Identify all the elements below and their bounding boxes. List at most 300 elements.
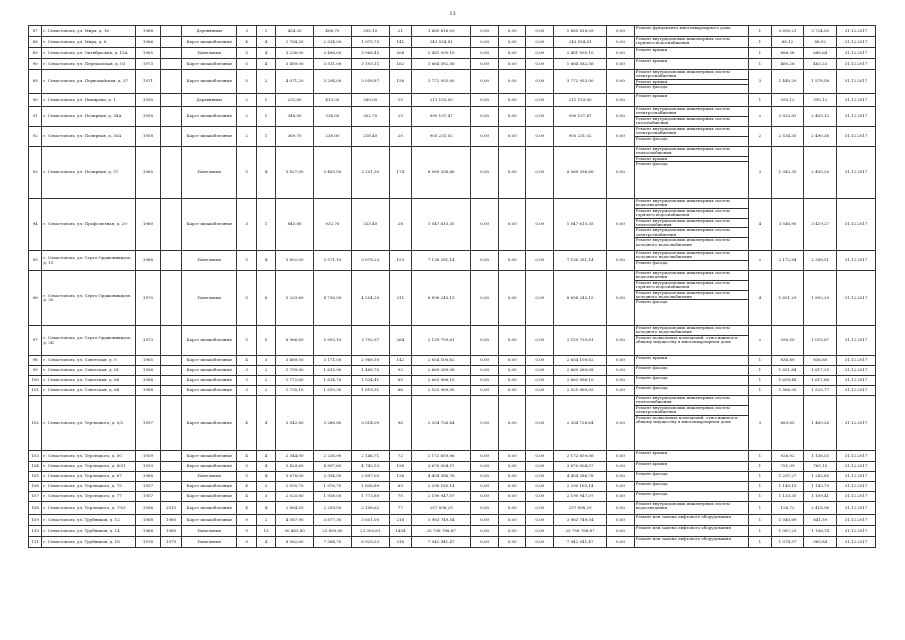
total-cost-cell: 2 290 165,14 [412, 482, 471, 492]
work-type-item: Ремонт внутридомовых инженерных систем холодного водоснабжения [635, 291, 748, 301]
work-types-cell [634, 127, 748, 147]
address-cell: г. Севастополь, ул. Терлецкого, д. 5/2 [42, 396, 136, 451]
work-types-cell [634, 472, 748, 482]
wall-material-cell: Карст шлакоблочные [182, 37, 237, 48]
cost-owners-cell: 2 204 726,64 [554, 396, 607, 451]
max-unit-cost-cell: 2 409,12 [804, 107, 837, 127]
build-year-cell: 1973 [136, 59, 161, 70]
floors-cell: 3 [237, 26, 256, 37]
table-row [29, 251, 876, 271]
total-area-cell: 2 764,30 [276, 37, 314, 48]
reconstruction-year-cell [160, 26, 181, 37]
work-type-item: Ремонт или замена лифтового оборудования [635, 536, 731, 541]
table-row [29, 515, 876, 526]
unit-cost-cell: 1 658,48 [771, 376, 804, 386]
residential-area-cell: 3 294,00 [314, 70, 352, 94]
floors-cell: 2 [237, 94, 256, 107]
max-unit-cost-cell: 2 490,20 [804, 147, 837, 199]
total-cost-cell: 4 404 386,78 [412, 472, 471, 482]
cost-federal-cell: 0,00 [471, 107, 499, 127]
cost-regional-cell: 0,00 [498, 48, 526, 59]
total-cost-cell: 2 663 966,10 [412, 376, 471, 386]
residents-cell: 142 [389, 356, 411, 366]
unit-cost-cell: 1 145,15 [771, 482, 804, 492]
cost-other-cell: 0,00 [607, 107, 635, 127]
wall-material-cell: Карст шлакоблочные [182, 492, 237, 502]
entrances-cell: 2 [256, 70, 275, 94]
entrances-cell: 4 [256, 59, 275, 70]
total-cost-cell: 2 172 659,06 [412, 451, 471, 462]
address-cell: г. Севастополь, ул. Профсоюзная, д. 29 [42, 199, 136, 251]
completion-date-cell: 31.12.2017 [837, 48, 876, 59]
cost-other-cell: 0,00 [607, 199, 635, 251]
total-area-cell: 2 864,50 [276, 502, 314, 515]
work-count-cell: 2 [749, 251, 771, 271]
total-area-cell: 5 203,60 [276, 271, 314, 326]
residential-area-cell: 3 286,80 [314, 396, 352, 451]
reconstruction-year-cell [160, 59, 181, 70]
unit-cost-cell: 395,12 [771, 94, 804, 107]
wall-material-cell: Панельные [182, 526, 237, 537]
work-type-item: Ремонт внутридомовых инженерных систем газоснабжения [635, 115, 730, 126]
residential-area-cell: 932,70 [314, 199, 352, 251]
residential-area-cell: 1 938,00 [314, 492, 352, 502]
completion-date-cell: 31.12.2017 [837, 492, 876, 502]
build-year-cell: 1956 [136, 502, 161, 515]
max-unit-cost-cell: 1 469,26 [804, 396, 837, 451]
unit-cost-cell: 1 586,93 [771, 386, 804, 396]
owned-area-cell: 4 254,20 [351, 271, 389, 326]
owned-area-cell: 2 158,62 [351, 502, 389, 515]
completion-date-cell: 31.12.2017 [837, 127, 876, 147]
max-unit-cost-cell: 88,02 [804, 37, 837, 48]
work-type-item: Ремонт фасада [635, 161, 668, 167]
owned-area-cell: 302,70 [351, 107, 389, 127]
wall-material-cell: Деревянные [182, 94, 237, 107]
residential-area-cell: 23 893,00 [314, 526, 352, 537]
residents-cell: 162 [389, 59, 411, 70]
unit-cost-cell: 460,26 [771, 59, 804, 70]
owned-area-cell: 1 488,70 [351, 366, 389, 376]
wall-material-cell: Карст шлакоблочные [182, 70, 237, 94]
max-unit-cost-cell: 1 525,77 [804, 386, 837, 396]
total-cost-cell: 905 231,02 [412, 127, 471, 147]
work-type-item: Ремонт фасада [635, 299, 668, 305]
total-area-cell: 1 772,60 [276, 376, 314, 386]
entrances-cell: 1 [256, 199, 275, 251]
cost-owners-cell: 2 525 969,05 [554, 386, 607, 396]
table-row [29, 451, 876, 462]
wall-material-cell: Карст шлакоблочные [182, 451, 237, 462]
completion-date-cell: 31.12.2017 [837, 251, 876, 271]
work-count-cell: 1 [749, 515, 771, 526]
cost-regional-cell: 0,00 [498, 515, 526, 526]
unit-cost-cell: 686,38 [771, 48, 804, 59]
build-year-cell: 1973 [136, 326, 161, 356]
wall-material-cell: Карст шлакоблочные [182, 199, 237, 251]
total-area-cell: 2 035,70 [276, 482, 314, 492]
work-type-item: Ремонт подвальных помещений, относящихся к общему имуществу в многоквартирном доме [635, 334, 738, 345]
cost-owners-cell: 2 172 659,06 [554, 451, 607, 462]
build-year-cell: 1966 [136, 37, 161, 48]
reconstruction-year-cell: 2015 [160, 502, 181, 515]
table-row [29, 492, 876, 502]
work-type-item: Ремонт фасада [635, 84, 668, 90]
floors-cell: 5 [237, 472, 256, 482]
completion-date-cell: 31.12.2017 [837, 386, 876, 396]
table-row [29, 526, 876, 537]
build-year-cell: 1964 [136, 376, 161, 386]
floors-cell: 9 [237, 515, 256, 526]
cost-regional-cell: 0,00 [498, 396, 526, 451]
unit-cost-cell: 390,50 [771, 326, 804, 356]
residents-cell: 20 [389, 127, 411, 147]
work-type-item: Ремонт внутридомовых инженерных систем электроснабжения [635, 406, 748, 416]
cost-local-cell: 0,00 [526, 251, 554, 271]
row-number-cell: 94 [29, 199, 42, 251]
work-count-cell: 1 [749, 537, 771, 548]
table-row [29, 107, 876, 127]
residential-area-cell: 1 610,30 [314, 386, 352, 396]
max-unit-cost-cell: 2 490,38 [804, 127, 837, 147]
residential-area-cell: 1 615,90 [314, 366, 352, 376]
cost-local-cell: 0,00 [526, 326, 554, 356]
address-cell: г. Севастополь, ул. Серго Орджоникидзе, д. 15 [42, 251, 136, 271]
total-cost-cell: 211 153,00 [412, 94, 471, 107]
row-number-cell: 92 [29, 127, 42, 147]
floors-cell: 3 [237, 366, 256, 376]
work-types-cell [634, 59, 748, 70]
total-cost-cell: 7 942 941,47 [412, 537, 471, 548]
owned-area-cell: 295,10 [351, 26, 389, 37]
cost-federal-cell: 0,00 [471, 37, 499, 48]
floors-cell: 4 [237, 451, 256, 462]
build-year-cell: 1950 [136, 94, 161, 107]
reconstruction-year-cell [160, 251, 181, 271]
address-cell: г. Севастополь, ул. Мира, д. 16 [42, 26, 136, 37]
row-number-cell: 91 [29, 107, 42, 127]
cost-local-cell: 0,00 [526, 271, 554, 326]
floors-cell: 4 [237, 37, 256, 48]
reconstruction-year-cell [160, 386, 181, 396]
address-cell: г. Севастополь, ул. Советская, д. 68 [42, 386, 136, 396]
residents-cell: 216 [389, 515, 411, 526]
address-cell: г. Севастополь, ул. Перекопская, д. 03 [42, 59, 136, 70]
residential-area-cell: 3 531,00 [314, 59, 352, 70]
table-row [29, 199, 876, 251]
cost-local-cell: 0,00 [526, 502, 554, 515]
cost-regional-cell: 0,00 [498, 59, 526, 70]
residents-cell: 206 [389, 48, 411, 59]
cost-regional-cell: 0,00 [498, 94, 526, 107]
address-cell: г. Севастополь, ул. Терлецкого, д. 75 [42, 482, 136, 492]
build-year-cell: 1968 [136, 26, 161, 37]
cost-local-cell: 0,00 [526, 70, 554, 94]
cost-federal-cell: 0,00 [471, 451, 499, 462]
build-year-cell: 1957 [136, 396, 161, 451]
residents-cell: 60 [389, 376, 411, 386]
entrances-cell: 4 [256, 37, 275, 48]
row-number-cell: 89 [29, 48, 42, 59]
owned-area-cell: 3 651,00 [351, 515, 389, 526]
cost-other-cell: 0,00 [607, 147, 635, 199]
reconstruction-year-cell [160, 492, 181, 502]
total-area-cell: 1 759,90 [276, 366, 314, 376]
cost-owners-cell: 8 898 243,15 [554, 271, 607, 326]
wall-material-cell: Карст шлакоблочные [182, 502, 237, 515]
entrances-cell: 1 [256, 26, 275, 37]
total-area-cell: 6 966,60 [276, 326, 314, 356]
cost-other-cell: 0,00 [607, 59, 635, 70]
work-types-cell [634, 386, 748, 396]
cost-local-cell: 0,00 [526, 366, 554, 376]
address-cell: г. Севастополь, ул. Трубников, д. 18 [42, 537, 136, 548]
work-types-cell [634, 515, 748, 526]
table-row [29, 502, 876, 515]
work-count-cell: 2 [749, 107, 771, 127]
unit-cost-cell: 1 087,23 [771, 526, 804, 537]
max-unit-cost-cell: 1 617,25 [804, 366, 837, 376]
residents-cell: 77 [389, 502, 411, 515]
completion-date-cell: 31.12.2017 [837, 356, 876, 366]
residents-cell: 70 [389, 492, 411, 502]
reconstruction-year-cell [160, 356, 181, 366]
cost-local-cell: 0,00 [526, 515, 554, 526]
cost-other-cell: 0,00 [607, 70, 635, 94]
cost-local-cell: 0,00 [526, 356, 554, 366]
row-number-cell: 97 [29, 326, 42, 356]
entrances-cell: 4 [256, 502, 275, 515]
max-unit-cost-cell: 1 892,29 [804, 271, 837, 326]
entrances-cell: 4 [256, 48, 275, 59]
entrances-cell: 1 [256, 127, 275, 147]
row-number-cell: 111 [29, 537, 42, 548]
work-count-cell: 1 [749, 48, 771, 59]
total-cost-cell: 1 685 616,09 [412, 26, 471, 37]
cost-federal-cell: 0,00 [471, 127, 499, 147]
work-type-item: Ремонт внутридомовых инженерных систем электроснабжения [635, 70, 748, 80]
row-number-cell: 102 [29, 396, 42, 451]
work-count-cell: 1 [749, 451, 771, 462]
table-row [29, 59, 876, 70]
floors-cell: 3 [237, 386, 256, 396]
work-count-cell: 1 [749, 502, 771, 515]
completion-date-cell: 31.12.2017 [837, 526, 876, 537]
unit-cost-cell: 1 440,29 [771, 70, 804, 94]
residential-area-cell: 3 496,00 [314, 48, 352, 59]
work-count-cell: 1 [749, 492, 771, 502]
residential-area-cell: 3 877,30 [314, 515, 352, 526]
row-number-cell: 104 [29, 462, 42, 472]
work-count-cell: 3 [749, 70, 771, 94]
reconstruction-year-cell [160, 147, 181, 199]
floors-cell: 3 [237, 199, 256, 251]
table-row [29, 537, 876, 548]
residential-area-cell: 1 978,70 [314, 482, 352, 492]
row-number-cell: 103 [29, 451, 42, 462]
completion-date-cell: 31.12.2017 [837, 147, 876, 199]
total-cost-cell: 3 983 749,54 [412, 515, 471, 526]
work-count-cell: 3 [749, 396, 771, 451]
owned-area-cell: 1 773,80 [351, 492, 389, 502]
residential-area-cell: 3 394,50 [314, 472, 352, 482]
work-type-item: Ремонт крыши [635, 450, 668, 455]
build-year-cell: 1970 [136, 271, 161, 326]
work-types-cell [634, 48, 748, 59]
floors-cell: 3 [237, 376, 256, 386]
cost-federal-cell: 0,00 [471, 94, 499, 107]
work-type-item: Ремонт внутридомовых инженерных систем теплоснабжения [635, 219, 748, 229]
work-count-cell: 1 [749, 37, 771, 48]
completion-date-cell: 31.12.2017 [837, 94, 876, 107]
residents-cell: 21 [389, 26, 411, 37]
build-year-cell: 1957 [136, 492, 161, 502]
residents-cell: 66 [389, 386, 411, 396]
row-number-cell: 100 [29, 376, 42, 386]
cost-local-cell: 0,00 [526, 537, 554, 548]
max-unit-cost-cell: 688,64 [804, 48, 837, 59]
work-count-cell: 1 [749, 366, 771, 376]
cost-federal-cell: 0,00 [471, 271, 499, 326]
cost-local-cell: 0,00 [526, 396, 554, 451]
residential-area-cell: 338,00 [314, 107, 352, 127]
reconstruction-year-cell [160, 366, 181, 376]
table-row [29, 472, 876, 482]
wall-material-cell: Панельные [182, 472, 237, 482]
total-area-cell: 369,70 [276, 127, 314, 147]
max-unit-cost-cell: 1 109,41 [804, 492, 837, 502]
entrances-cell: 3 [256, 492, 275, 502]
unit-cost-cell: 1 651,84 [771, 366, 804, 376]
cost-federal-cell: 0,00 [471, 396, 499, 451]
residents-cell: 141 [389, 37, 411, 48]
max-unit-cost-cell: 841,59 [804, 515, 837, 526]
entrances-cell: 2 [256, 376, 275, 386]
cost-owners-cell: 4 404 386,78 [554, 472, 607, 482]
work-type-item: Ремонт внутридомовых инженерных систем холодного водоснабжения [635, 251, 748, 261]
owned-area-cell: 2 146,71 [351, 451, 389, 462]
floors-cell: 5 [237, 271, 256, 326]
work-types-cell [634, 26, 748, 37]
reconstruction-year-cell [160, 462, 181, 472]
residents-cell: 264 [389, 326, 411, 356]
work-type-item: Ремонт крыши [635, 157, 748, 162]
row-number-cell: 96 [29, 271, 42, 326]
cost-local-cell: 0,00 [526, 59, 554, 70]
build-year-cell: 1959 [136, 451, 161, 462]
work-type-item: Ремонт фасада [635, 491, 668, 496]
cost-owners-cell: 3 983 749,54 [554, 515, 607, 526]
cost-owners-cell: 7 136 281,14 [554, 251, 607, 271]
owned-area-cell: 1 534,41 [351, 376, 389, 386]
owned-area-cell: 323,40 [351, 199, 389, 251]
row-number-cell: 110 [29, 526, 42, 537]
work-types-cell [634, 537, 748, 548]
work-types-cell [634, 366, 748, 376]
cost-federal-cell: 0,00 [471, 147, 499, 199]
total-area-cell: 1 735,10 [276, 386, 314, 396]
reconstruction-year-cell [160, 376, 181, 386]
work-types-cell [634, 107, 748, 127]
cost-local-cell: 0,00 [526, 376, 554, 386]
work-type-item: Ремонт крыши [635, 355, 668, 360]
work-type-item: Ремонт внутридомовых инженерных систем водоотведения [635, 501, 730, 511]
wall-material-cell: Карст шлакоблочные [182, 386, 237, 396]
address-cell: г. Севастополь, ул. Советская, д. 5 [42, 356, 136, 366]
work-type-item: Ремонт внутридомовых инженерных систем теплоснабжения [635, 147, 748, 157]
cost-owners-cell: 3 772 953,00 [554, 70, 607, 94]
address-cell: г. Севастополь, ул. Советская, д. 61 [42, 366, 136, 376]
cost-owners-cell: 243 554,81 [554, 37, 607, 48]
cost-regional-cell: 0,00 [498, 462, 526, 472]
reconstruction-year-cell [160, 127, 181, 147]
cost-regional-cell: 0,00 [498, 451, 526, 462]
unit-cost-cell: 689,65 [771, 396, 804, 451]
work-types-cell [634, 251, 748, 271]
total-area-cell: 231,80 [276, 94, 314, 107]
wall-material-cell: Карст шлакоблочные [182, 482, 237, 492]
table-row [29, 48, 876, 59]
build-year-cell: 1959 [136, 462, 161, 472]
cost-local-cell: 0,00 [526, 386, 554, 396]
cost-regional-cell: 0,00 [498, 526, 526, 537]
address-cell: г. Севастополь, ул. Серго Орджоникидзе, д. 3Б [42, 326, 136, 356]
owned-area-cell: 3 193,11 [351, 59, 389, 70]
wall-material-cell: Карст шлакоблочные [182, 127, 237, 147]
total-cost-cell: 257 898,29 [412, 502, 471, 515]
residents-cell: 136 [389, 472, 411, 482]
floors-cell: 9 [237, 537, 256, 548]
work-types-cell [634, 271, 748, 326]
total-cost-cell: 990 197,47 [412, 107, 471, 127]
cost-owners-cell: 1 664 582,56 [554, 59, 607, 70]
total-cost-cell: 1 047 615,35 [412, 199, 471, 251]
address-cell: г. Севастополь, ул. Пипирова, д. 1 [42, 94, 136, 107]
build-year-cell: 1958 [136, 107, 161, 127]
table-row [29, 271, 876, 326]
build-year-cell: 1958 [136, 127, 161, 147]
residential-area-cell: 2 216,90 [314, 451, 352, 462]
cost-local-cell: 0,00 [526, 26, 554, 37]
residents-cell: 28 [389, 199, 411, 251]
build-year-cell: 1968 [136, 515, 161, 526]
work-type-item: Ремонт или замена лифтового оборудования [635, 514, 731, 519]
total-cost-cell: 2 481 095,10 [412, 48, 471, 59]
work-types-cell [634, 37, 748, 48]
row-number-cell: 93 [29, 147, 42, 199]
entrances-cell: 4 [256, 396, 275, 451]
reconstruction-year-cell: 1979 [160, 537, 181, 548]
cost-regional-cell: 0,00 [498, 127, 526, 147]
cost-owners-cell: 7 942 941,47 [554, 537, 607, 548]
reconstruction-year-cell [160, 70, 181, 94]
cost-owners-cell: 1 685 616,09 [554, 26, 607, 37]
work-types-cell [634, 462, 748, 472]
total-cost-cell: 2 204 726,64 [412, 396, 471, 451]
unit-cost-cell: 926,92 [771, 451, 804, 462]
work-types-cell [634, 147, 748, 199]
wall-material-cell: Панельные [182, 271, 237, 326]
unit-cost-cell: 3 546,90 [771, 199, 804, 251]
table-row [29, 356, 876, 366]
unit-cost-cell: 2 172,84 [771, 251, 804, 271]
row-number-cell: 101 [29, 386, 42, 396]
unit-cost-cell: 88,12 [771, 37, 804, 48]
entrances-cell: 1 [256, 94, 275, 107]
max-unit-cost-cell: 2 418,96 [804, 502, 837, 515]
unit-cost-cell: 1 040,69 [771, 515, 804, 526]
work-type-item: Ремонт подвальных помещений, относящихся к общему имуществу в многоквартирном доме [635, 414, 738, 424]
